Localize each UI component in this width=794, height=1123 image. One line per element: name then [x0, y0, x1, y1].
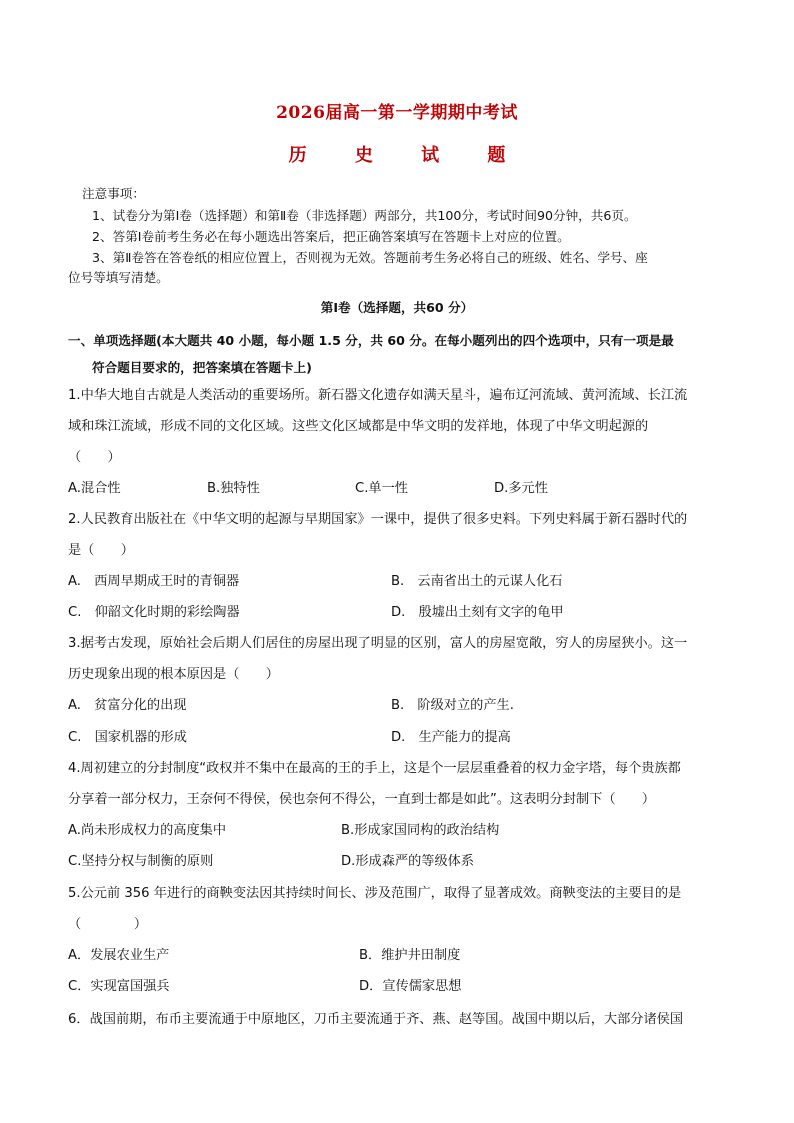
option-a: A．发展农业生产 [68, 948, 170, 963]
note-item: 位号等填写清楚。 [68, 270, 169, 285]
option-b: B. 阶级对立的产生. [391, 698, 514, 713]
question-stem: （ ） [68, 450, 121, 465]
note-item: 3、第Ⅱ卷答在答卷纸的相应位置上，否则视为无效。答题前考生务必将自己的班级、姓名、学号、座 [92, 250, 648, 265]
option-a: A. 西周早期成王时的青铜器 [68, 574, 240, 589]
subject-char: 历 [288, 145, 307, 166]
question-stem: 4.周初建立的分封制度“政权并不集中在最高的王的手上，这是个一层层重叠着的权力金字塔，每个贵族都 [68, 761, 681, 776]
option-b: B. 云南省出土的元谋人化石 [391, 574, 563, 589]
question-stem: 分享着一部分权力，王奈何不得侯，侯也奈何不得公，一直到士都是如此”。这表明分封制下（ ） [68, 792, 656, 807]
option-c: C. 国家机器的形成 [68, 730, 187, 745]
option-d: D. 生产能力的提高 [391, 730, 511, 745]
option-d: D. 殷墟出土刻有文字的龟甲 [391, 605, 564, 620]
exam-title: 2026届高一第一学期期中考试 [276, 103, 518, 123]
question-stem: 6．战国前期，布币主要流通于中原地区，刀币主要流通于齐、燕、赵等国。战国中期以后，大部分诸侯国 [68, 1012, 684, 1027]
note-item: 2、答第Ⅰ卷前考生务必在每小题选出答案后，把正确答案填写在答题卡上对应的位置。 [92, 229, 570, 244]
option-d: D.形成森严的等级体系 [341, 854, 475, 869]
option-b: B.形成家国同构的政治结构 [341, 823, 500, 838]
question-stem: 2.人民教育出版社在《中华文明的起源与早期国家》一课中，提供了很多史料。下列史料属于新石器时代的 [68, 512, 688, 527]
option-d: D.多元性 [494, 481, 548, 496]
option-c: C．实现富国强兵 [68, 979, 170, 994]
subject-char: 题 [487, 145, 506, 166]
notes-heading: 注意事项： [82, 186, 145, 201]
question-stem: 3.据考古发现，原始社会后期人们居住的房屋出现了明显的区别，富人的房屋宽敞，穷人的房屋狭小。这一 [68, 636, 688, 651]
question-stem: 域和珠江流域，形成不同的文化区域。这些文化区域都是中华文明的发祥地，体现了中华文明起源的 [68, 419, 649, 434]
question-stem: 5.公元前 356 年进行的商鞅变法因其持续时间长、涉及范围广，取得了显著成效。商鞅变法的主要目的是 [68, 886, 682, 901]
question-stem: 1.中华大地自古就是人类活动的重要场所。新石器文化遗存如满天星斗，遍布辽河流域、黄河流域、长江流 [68, 388, 688, 403]
question-stem: （ ） [68, 917, 148, 932]
section-instruction: 一、单项选择题(本大题共 40 小题，每小题 1.5 分，共 60 分。在每小题列出的四个选项中，只有一项是最 [68, 333, 674, 348]
option-b: B.独特性 [207, 481, 260, 496]
question-stem: 历史现象出现的根本原因是（ ） [68, 667, 279, 682]
subject-char: 试 [421, 145, 440, 166]
option-c: C. 仰韶文化时期的彩绘陶器 [68, 605, 240, 620]
option-b: B．维护井田制度 [359, 948, 461, 963]
option-a: A. 贫富分化的出现 [68, 698, 187, 713]
option-d: D．宣传儒家思想 [359, 979, 462, 994]
subject-char: 史 [354, 145, 373, 166]
section-instruction: 符合题目要求的，把答案填在答题卡上) [92, 360, 312, 375]
option-a: A.尚未形成权力的高度集中 [68, 823, 227, 838]
option-a: A.混合性 [68, 481, 121, 496]
part-heading: 第Ⅰ卷（选择题，共60 分） [320, 300, 474, 315]
option-c: C.单一性 [355, 481, 408, 496]
question-stem: 是（ ） [68, 543, 134, 558]
subject-title [0, 141, 794, 167]
option-c: C.坚持分权与制衡的原则 [68, 854, 214, 869]
note-item: 1、试卷分为第Ⅰ卷（选择题）和第Ⅱ卷（非选择题）两部分，共100分，考试时间90分钟，共6页。 [92, 208, 637, 223]
